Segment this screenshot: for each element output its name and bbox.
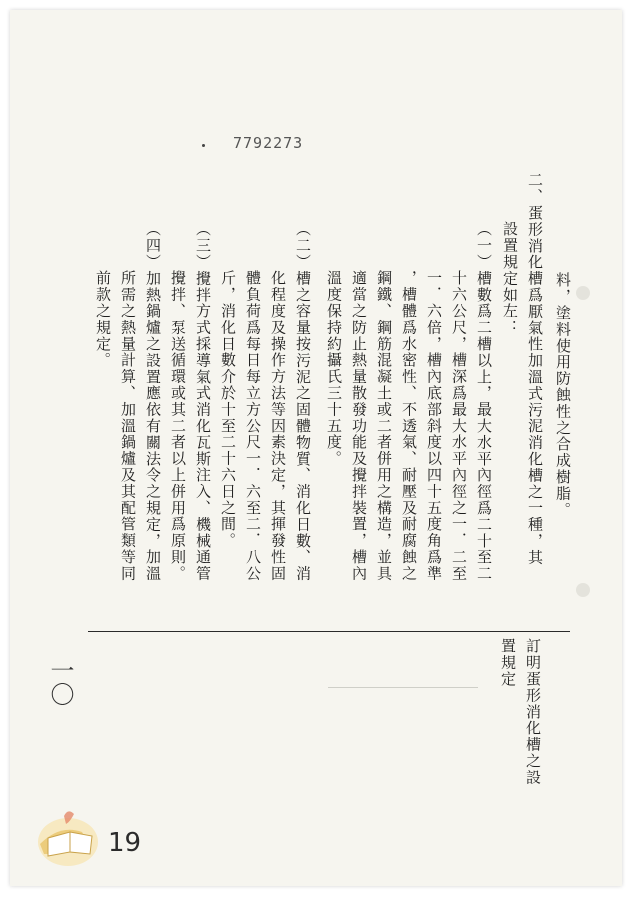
text-column: 攪拌、泵送循環或其二者以上併用爲原則。	[169, 270, 187, 582]
handwritten-number: 19	[108, 828, 142, 858]
separator-line	[88, 631, 570, 632]
marginal-note: 訂明蛋形消化槽之設	[524, 638, 542, 786]
text-column: 適當之防止熱量散發功能及攪拌裝置，槽內	[350, 270, 368, 582]
text-column: 溫度保持約攝氏三十五度。	[325, 270, 343, 467]
text-column: （二）槽之容量按污泥之固體物質、消化日數、消	[294, 221, 312, 582]
text-column: 鋼鐵、鋼筋混凝土或二者併用之構造，並具	[375, 270, 393, 582]
marginal-note: 置規定	[499, 638, 517, 688]
text-column: 料，塗料使用防蝕性之合成樹脂。	[554, 272, 572, 518]
text-column: 十六公尺，槽深爲最大水平內徑之一．二至	[450, 270, 468, 582]
faint-line	[328, 687, 478, 688]
punch-hole	[576, 286, 590, 300]
item-heading: 二、蛋形消化槽爲厭氣性加溫式污泥消化槽之一種，其	[526, 172, 544, 566]
text-column: 前款之規定。	[94, 270, 112, 369]
archive-logo	[30, 802, 116, 872]
text-column: 化程度及操作方法等因素決定，其揮發性固	[269, 270, 287, 582]
text-column: 設置規定如左：	[501, 221, 519, 336]
text-column: 一．六倍，槽內底部斜度以四十五度角爲準	[425, 270, 443, 582]
mark-dot	[202, 144, 205, 147]
text-column: ，槽體爲水密性、不透氣、耐壓及耐腐蝕之	[400, 270, 418, 582]
text-column: 所需之熱量計算、加溫鍋爐及其配管類等同	[119, 270, 137, 582]
document-page	[10, 10, 622, 886]
text-column: （四）加熱鍋爐之設置應依有關法令之規定，加溫	[144, 221, 162, 582]
page-number: 一〇	[46, 658, 74, 706]
text-column: 體負荷爲每日每立方公尺一．六至二．八公	[244, 270, 262, 582]
text-column: 斤，消化日數介於十至二十六日之間。	[219, 270, 237, 549]
document-number: 7792273	[233, 134, 304, 152]
punch-hole	[576, 583, 590, 597]
text-column: （三）攪拌方式採導氣式消化瓦斯注入、機械通管	[194, 221, 212, 582]
text-column: （一）槽數爲二槽以上，最大水平內徑爲二十至二	[475, 221, 493, 582]
